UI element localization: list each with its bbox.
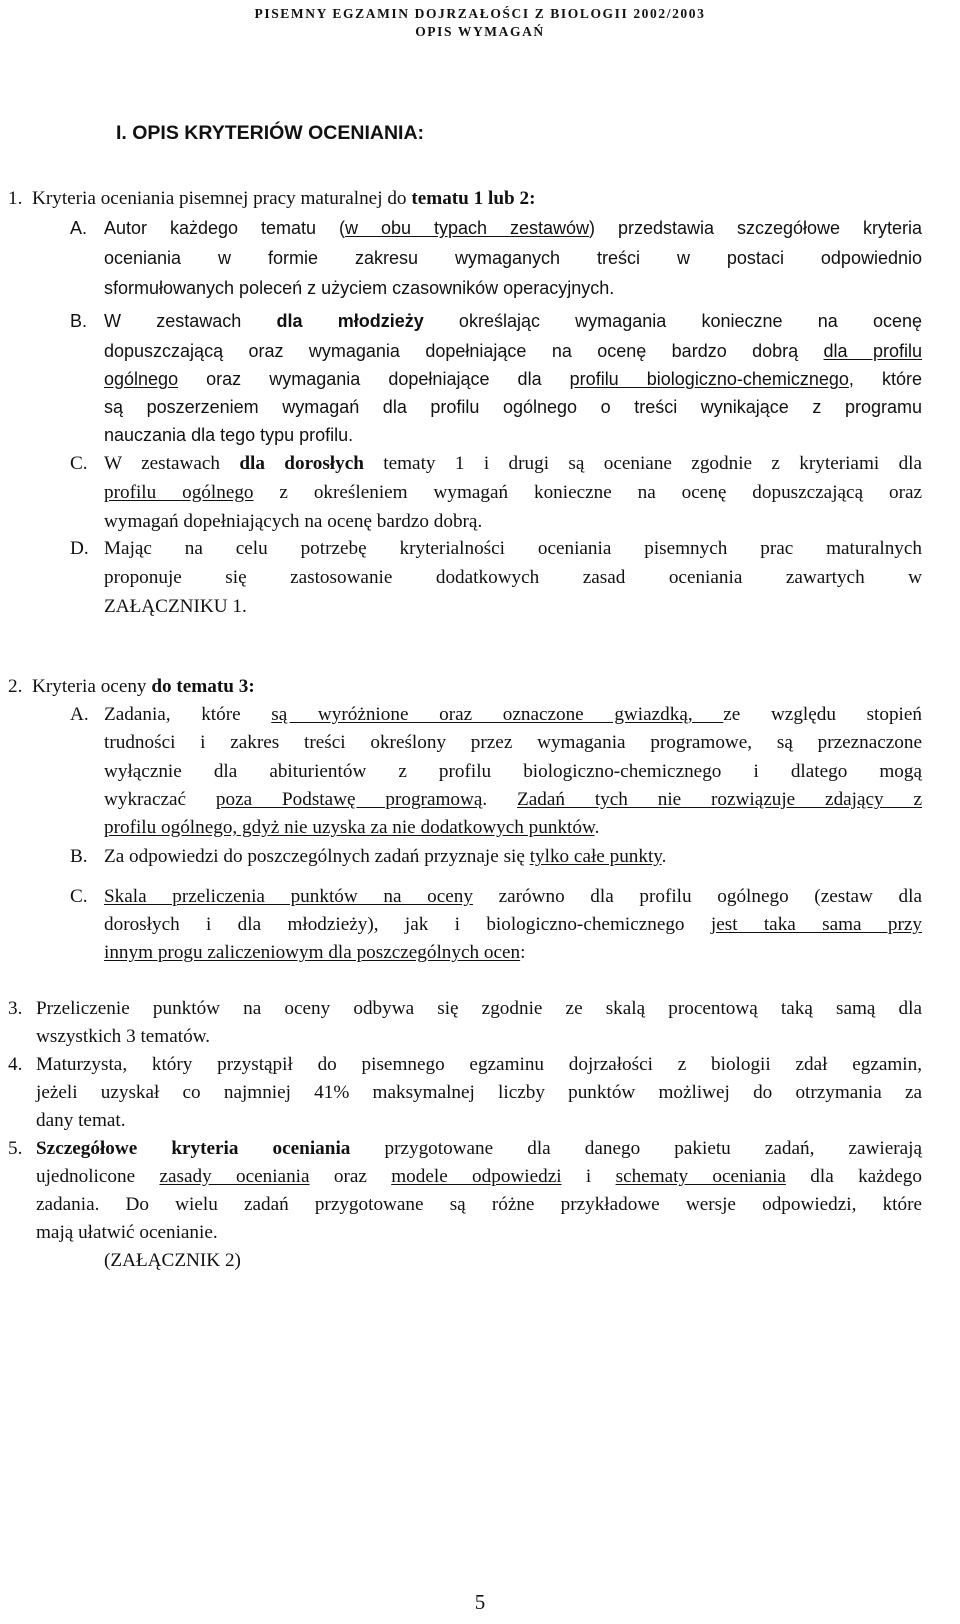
item-5-number: 5.: [8, 1138, 23, 1159]
item-2a-line-1: Zadania, które są wyróżnione oraz oznaczone gwiazdką, ze względu stopień: [104, 704, 922, 725]
item-4-line-1: Maturzysta, który przystąpił do pisemnego egzaminu dojrzałości z biologii zdał egzamin,: [36, 1054, 922, 1075]
item-5-line-2: ujednolicone zasady oceniania oraz modele odpowiedzi i schematy oceniania dla każdego: [36, 1166, 922, 1187]
item-5-line-4: mają ułatwić ocenianie.: [36, 1222, 218, 1243]
item-1c-line-1: W zestawach dla dorosłych tematy 1 i drugi są oceniane zgodnie z kryteriami dla: [104, 453, 923, 474]
item-1b-line-4: są poszerzeniem wymagań dla profilu ogólnego o treści wynikające z programu: [104, 397, 922, 417]
item-2-bold: do tematu 3:: [151, 676, 255, 697]
item-2c-line-2: dorosłych i dla młodzieży), jak i biologiczno-chemicznego jest taka sama przy: [104, 914, 923, 935]
item-1a-label: A.: [70, 218, 88, 238]
item-1b-line-5: nauczania dla tego typu profilu.: [104, 425, 354, 445]
item-2a-line-5: profilu ogólnego, gdyż nie uzyska za nie dodatkowych punktów.: [104, 817, 600, 838]
item-1d-line-1: Mając na celu potrzebę kryterialności oceniania pisemnych prac maturalnych: [104, 538, 922, 559]
header-subtitle: OPIS WYMAGAŃ: [415, 24, 545, 39]
item-3-number: 3.: [8, 998, 23, 1019]
item-1d-label: D.: [70, 538, 89, 559]
item-2a-line-4: wykraczać poza Podstawę programową. Zadań tych nie rozwiązuje zdający z: [104, 789, 923, 810]
item-2c-line-3: innym progu zaliczeniowym dla poszczególnych ocen:: [104, 942, 526, 963]
item-5-line-3: zadania. Do wielu zadań przygotowane są różne przykładowe wersje odpowiedzi, które: [36, 1194, 922, 1215]
item-1b-line-2: dopuszczającą oraz wymagania dopełniające na ocenę bardzo dobrą dla profilu: [104, 341, 922, 361]
item-1c-label: C.: [70, 453, 88, 474]
item-1b-line-1: W zestawach dla młodzieży określając wymagania konieczne na ocenę: [104, 311, 922, 331]
item-3-line-1: Przeliczenie punktów na oceny odbywa się zgodnie ze skalą procentową taką samą dla: [36, 998, 922, 1019]
header-title: PISEMNY EGZAMIN DOJRZAŁOŚCI Z BIOLOGII 2002/2003: [254, 6, 706, 21]
item-2-heading: [8, 675, 255, 698]
item-1b-line-3: ogólnego oraz wymagania dopełniające dla profilu biologiczno-chemicznego, które: [104, 369, 923, 389]
item-4-number: 4.: [8, 1054, 23, 1075]
item-2a-label: A.: [70, 704, 89, 725]
item-3-line-2: wszystkich 3 tematów.: [36, 1026, 211, 1047]
section-title: I. OPIS KRYTERIÓW OCENIANIA:: [116, 122, 425, 144]
item-5-line-1: Szczegółowe kryteria oceniania przygotowane dla danego pakietu zadań, zawierają: [36, 1138, 922, 1159]
item-number: 1.: [8, 188, 23, 209]
item-1c-line-3: wymagań dopełniających na ocenę bardzo dobrą.: [104, 511, 483, 532]
item-2b-label: B.: [70, 846, 88, 867]
item-2c-line-1: Skala przeliczenia punktów na oceny zarówno dla profilu ogólnego (zestaw dla: [104, 886, 922, 907]
item-5-attachment-ref: (ZAŁĄCZNIK 2): [104, 1250, 241, 1271]
item-2b-line-1: Za odpowiedzi do poszczególnych zadań przyznaje się tylko całe punkty.: [104, 846, 667, 867]
item-1a-line-1: Autor każdego tematu (w obu typach zestawów) przedstawia szczegółowe kryteria: [104, 218, 922, 238]
page-number: 5: [474, 1590, 486, 1614]
item-2a-line-2: trudności i zakres treści określony przez wymagania programowe, są przeznaczone: [104, 732, 922, 753]
item-1d-line-2: proponuje się zastosowanie dodatkowych zasad oceniania zawartych w: [104, 567, 922, 588]
item-1c-line-2: profilu ogólnego z określeniem wymagań konieczne na ocenę dopuszczającą oraz: [104, 482, 922, 503]
item-1-text: Kryteria oceniania pisemnej pracy maturalnej do: [31, 188, 412, 209]
item-2a-line-3: wyłącznie dla abiturientów z profilu biologiczno-chemicznego i dlatego mogą: [104, 761, 922, 782]
item-2-text: Kryteria oceny: [31, 676, 152, 697]
item-1b-label: B.: [70, 311, 88, 331]
item-1a-line-2: oceniania w formie zakresu wymaganych treści w postaci odpowiednio: [104, 248, 922, 268]
item-1d-line-3: ZAŁĄCZNIKU 1.: [104, 596, 247, 617]
item-1-bold: tematu 1 lub 2:: [411, 188, 536, 209]
item-1a-line-3: sformułowanych poleceń z użyciem czasowników operacyjnych.: [104, 278, 615, 298]
item-4-line-3: dany temat.: [36, 1110, 126, 1131]
item-2c-label: C.: [70, 886, 88, 907]
item-4-line-2: jeżeli uzyskał co najmniej 41% maksymalnej liczby punktów możliwej do otrzymania za: [36, 1082, 922, 1103]
item-number: 2.: [8, 676, 23, 697]
item-1-heading: [8, 187, 536, 210]
